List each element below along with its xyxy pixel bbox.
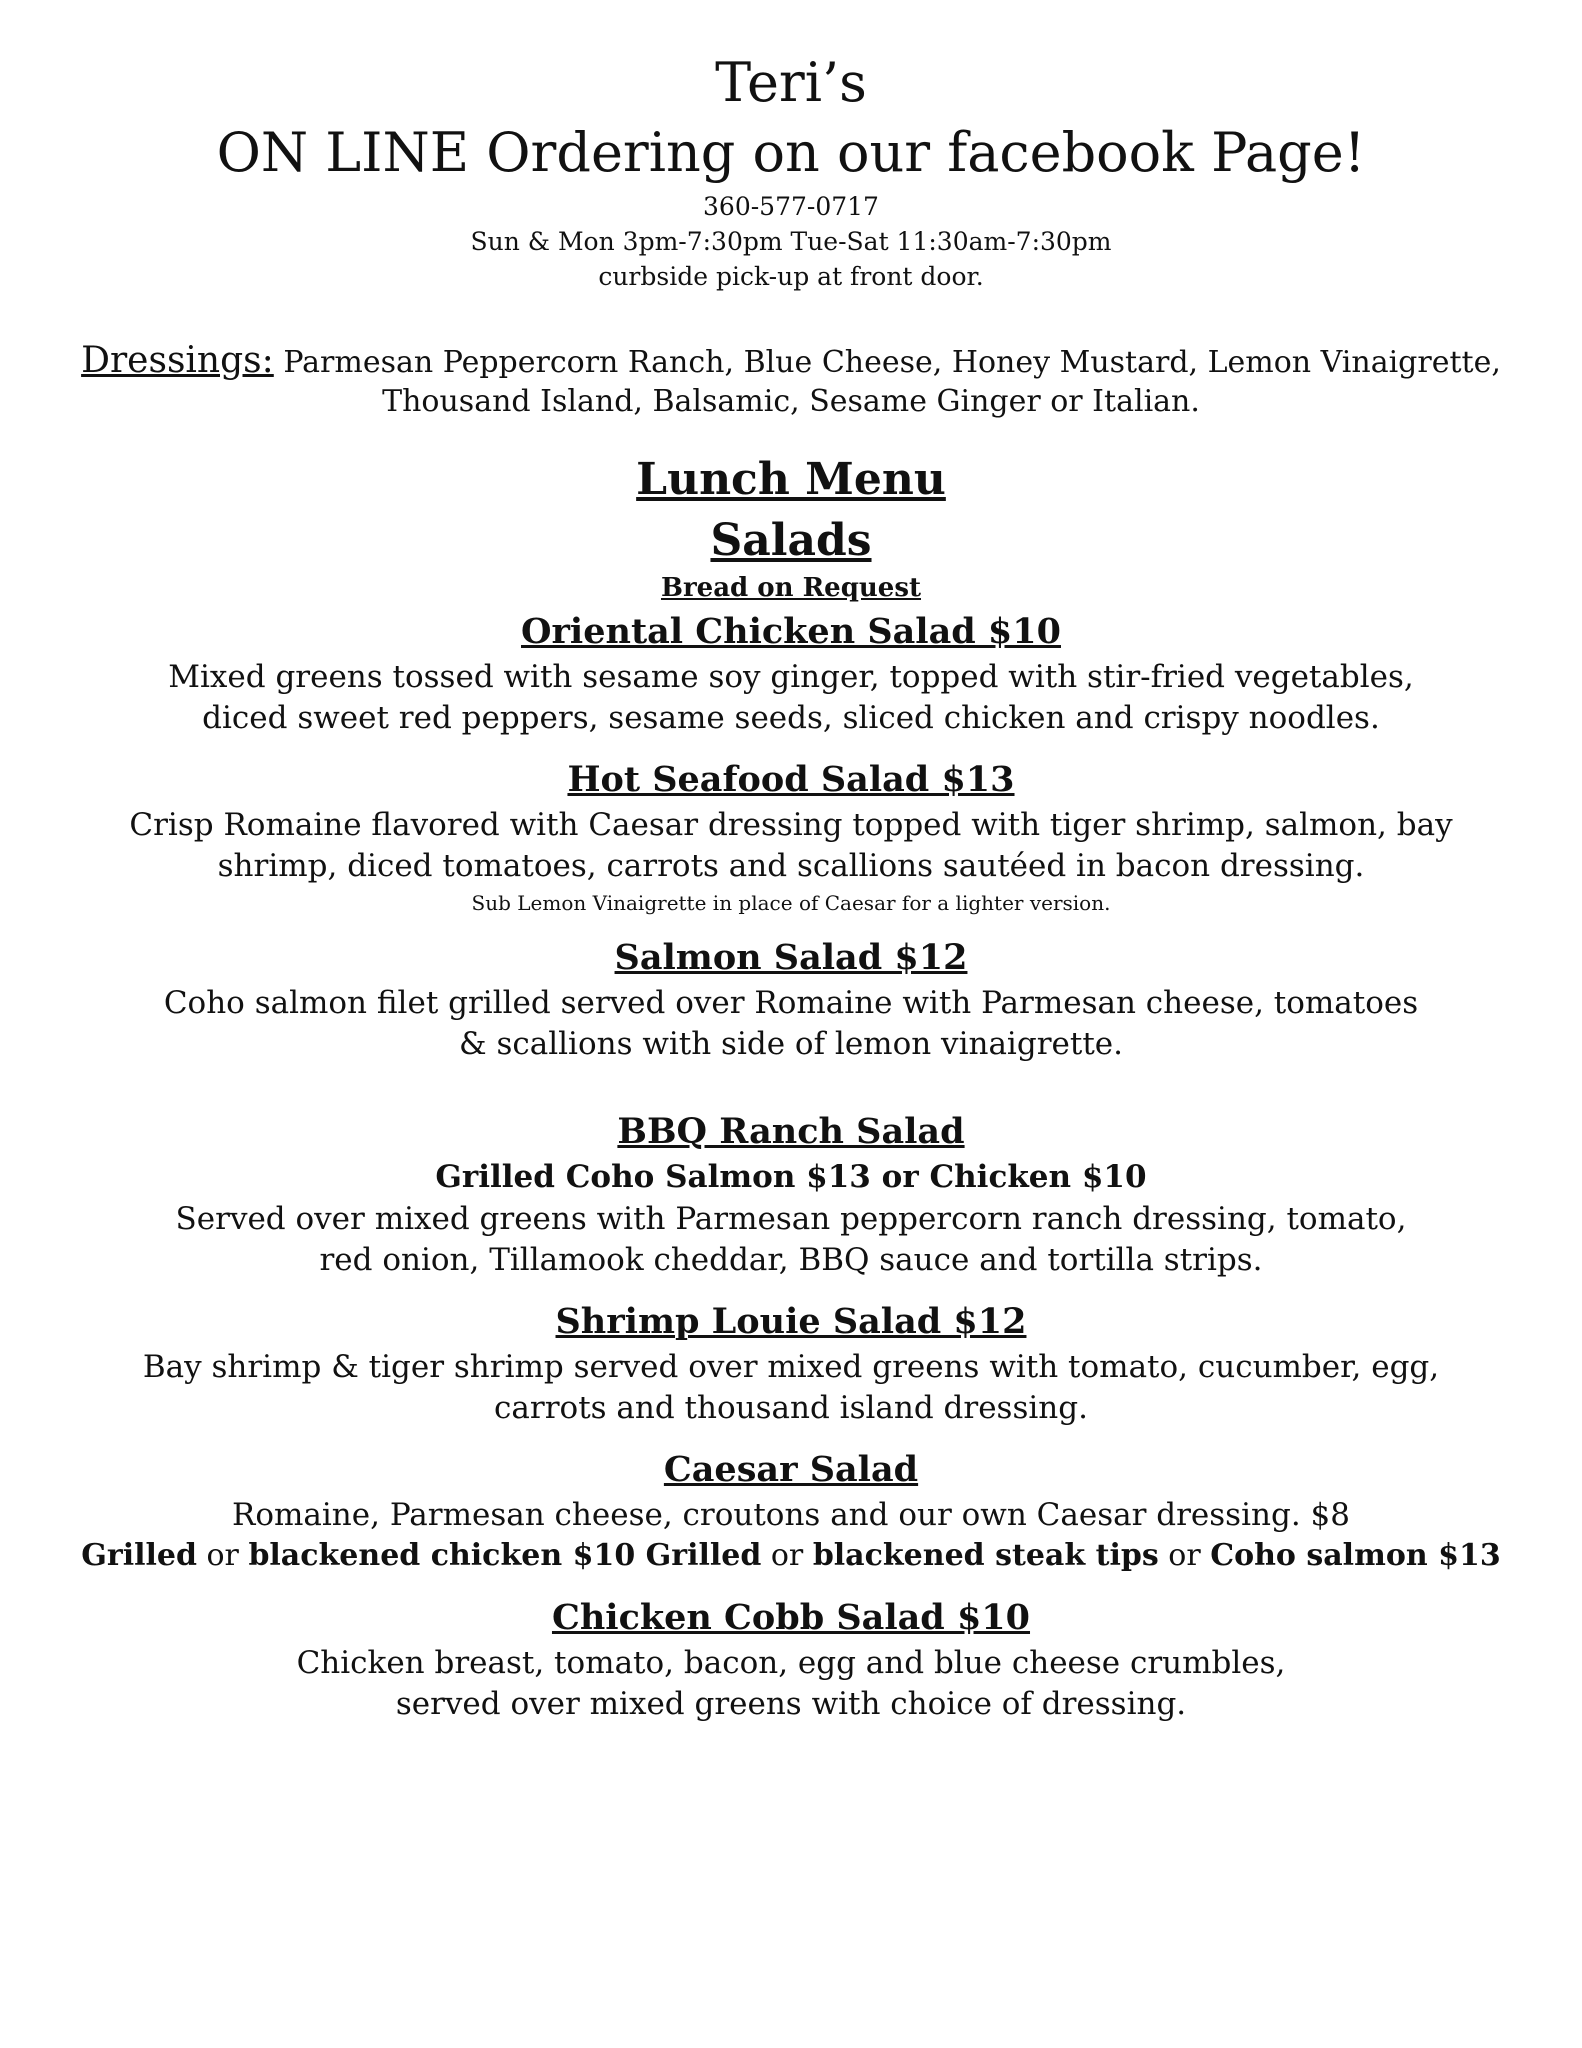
dressings-list-2: Thousand Island, Balsamic, Sesame Ginger or Italian. [382, 384, 1200, 419]
item-title-oriental: Oriental Chicken Salad $10 [521, 611, 1061, 652]
item-desc-oriental-1: Mixed greens tossed with sesame soy ginger, topped with stir-fried vegetables, [168, 659, 1414, 695]
caesar-option-or-1: or [196, 1538, 249, 1573]
item-desc-salmon-2: & scallions with side of lemon vinaigrette. [459, 1026, 1123, 1062]
dressings-label: Dressings: [81, 340, 274, 381]
item-desc-hot-seafood-2: shrimp, diced tomatoes, carrots and scallions sautéed in bacon dressing. [217, 848, 1365, 884]
pickup-text: curbside pick-up at front door. [598, 262, 984, 291]
caesar-option-steak: blackened steak tips [812, 1538, 1159, 1573]
item-title-hot-seafood: Hot Seafood Salad $13 [567, 759, 1015, 800]
item-desc-cobb-1: Chicken breast, tomato, bacon, egg and blue cheese crumbles, [296, 1645, 1286, 1681]
item-subtitle-bbq-ranch: Grilled Coho Salmon $13 or Chicken $10 [435, 1159, 1147, 1195]
item-desc-cobb-2: served over mixed greens with choice of dressing. [395, 1686, 1187, 1722]
item-options-caesar [60, 1539, 1522, 1574]
item-desc-shrimp-louie-1: Bay shrimp & tiger shrimp served over mixed greens with tomato, cucumber, egg, [142, 1349, 1440, 1385]
menu-title: Lunch Menu [636, 454, 946, 505]
section-title: Salads [710, 515, 872, 566]
item-title-salmon: Salmon Salad $12 [614, 937, 968, 978]
caesar-option-grilled: Grilled [81, 1538, 197, 1573]
item-desc-bbq-ranch-1: Served over mixed greens with Parmesan peppercorn ranch dressing, tomato, [175, 1201, 1407, 1237]
item-desc-bbq-ranch-2: red onion, Tillamook cheddar, BBQ sauce and tortilla strips. [319, 1242, 1263, 1278]
item-desc-shrimp-louie-2: carrots and thousand island dressing. [494, 1390, 1088, 1426]
caesar-option-salmon: Coho salmon $13 [1210, 1538, 1501, 1573]
item-note-hot-seafood: Sub Lemon Vinaigrette in place of Caesar for a lighter version. [471, 891, 1111, 915]
bread-note: Bread on Request [660, 573, 921, 603]
item-desc-hot-seafood-1: Crisp Romaine flavored with Caesar dressing topped with tiger shrimp, salmon, bay [129, 807, 1453, 843]
caesar-option-or-2: or [761, 1538, 813, 1573]
item-title-caesar: Caesar Salad [663, 1449, 919, 1490]
caesar-option-or-3: or [1158, 1538, 1211, 1573]
caesar-option-chicken: blackened chicken $10 Grilled [248, 1538, 762, 1573]
item-desc-caesar-1: Romaine, Parmesan cheese, croutons and our own Caesar dressing. $8 [232, 1497, 1350, 1533]
restaurant-name: Teri’s [715, 51, 867, 114]
item-desc-oriental-2: diced sweet red peppers, sesame seeds, sliced chicken and crispy noodles. [202, 700, 1380, 736]
hours-text: Sun & Mon 3pm-7:30pm Tue-Sat 11:30am-7:30pm [470, 227, 1112, 256]
item-desc-salmon-1: Coho salmon filet grilled served over Romaine with Parmesan cheese, tomatoes [163, 985, 1419, 1021]
online-ordering-headline: ON LINE Ordering on our facebook Page! [216, 121, 1366, 184]
item-title-bbq-ranch: BBQ Ranch Salad [617, 1111, 965, 1152]
dressings-line-1 [60, 340, 1522, 381]
dressings-list-1: Parmesan Peppercorn Ranch, Blue Cheese, Honey Mustard, Lemon Vinaigrette, [283, 345, 1501, 380]
item-title-shrimp-louie: Shrimp Louie Salad $12 [555, 1301, 1027, 1342]
phone-number: 360-577-0717 [703, 192, 879, 221]
item-title-cobb: Chicken Cobb Salad $10 [551, 1597, 1031, 1638]
